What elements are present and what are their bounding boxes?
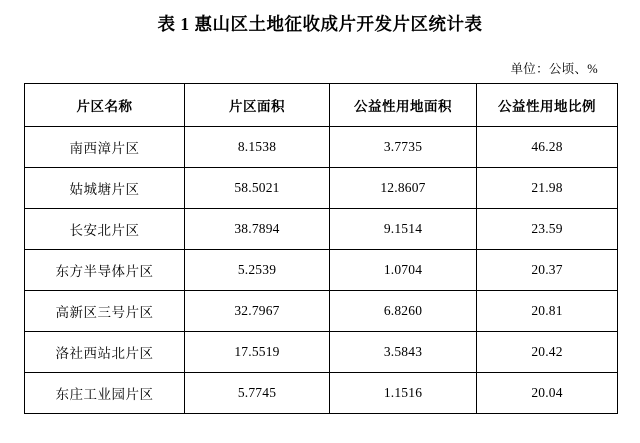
- table-row: [25, 167, 618, 208]
- column-header-area: 片区面积: [185, 83, 330, 126]
- document-page: [0, 12, 640, 443]
- page-title: 表 1 惠山区土地征收成片开发片区统计表: [157, 14, 483, 34]
- cell-name: 南西漳片区: [25, 126, 185, 167]
- cell-area: 38.7894: [185, 208, 330, 249]
- cell-public-area: 1.0704: [330, 249, 477, 290]
- table-row: [25, 331, 618, 372]
- cell-public-ratio: 20.81: [477, 290, 618, 331]
- cell-public-ratio: 21.98: [477, 167, 618, 208]
- cell-public-area: 1.1516: [330, 372, 477, 413]
- table-row: [25, 372, 618, 413]
- table-row: [25, 208, 618, 249]
- table-body: [25, 126, 618, 413]
- cell-public-ratio: 46.28: [477, 126, 618, 167]
- column-header-name: 片区名称: [25, 83, 185, 126]
- statistics-table: [24, 83, 618, 414]
- cell-public-ratio: 20.42: [477, 331, 618, 372]
- cell-public-ratio: 20.04: [477, 372, 618, 413]
- table-row: [25, 249, 618, 290]
- cell-public-area: 3.5843: [330, 331, 477, 372]
- cell-area: 32.7967: [185, 290, 330, 331]
- unit-note: 单位：公顷、%: [510, 61, 598, 76]
- cell-area: 17.5519: [185, 331, 330, 372]
- table-row: [25, 126, 618, 167]
- cell-name: 东方半导体片区: [25, 249, 185, 290]
- cell-name: 长安北片区: [25, 208, 185, 249]
- column-header-public-area: 公益性用地面积: [330, 83, 477, 126]
- table-row: [25, 290, 618, 331]
- cell-public-ratio: 23.59: [477, 208, 618, 249]
- table-header: [25, 83, 618, 126]
- cell-public-area: 9.1514: [330, 208, 477, 249]
- cell-name: 高新区三号片区: [25, 290, 185, 331]
- cell-public-area: 3.7735: [330, 126, 477, 167]
- cell-area: 8.1538: [185, 126, 330, 167]
- cell-name: 洛社西站北片区: [25, 331, 185, 372]
- cell-area: 5.7745: [185, 372, 330, 413]
- cell-area: 5.2539: [185, 249, 330, 290]
- cell-name: 姑城塘片区: [25, 167, 185, 208]
- cell-public-ratio: 20.37: [477, 249, 618, 290]
- cell-name: 东庄工业园片区: [25, 372, 185, 413]
- column-header-public-ratio: 公益性用地比例: [477, 83, 618, 126]
- table-header-row: [25, 83, 618, 126]
- cell-area: 58.5021: [185, 167, 330, 208]
- cell-public-area: 12.8607: [330, 167, 477, 208]
- cell-public-area: 6.8260: [330, 290, 477, 331]
